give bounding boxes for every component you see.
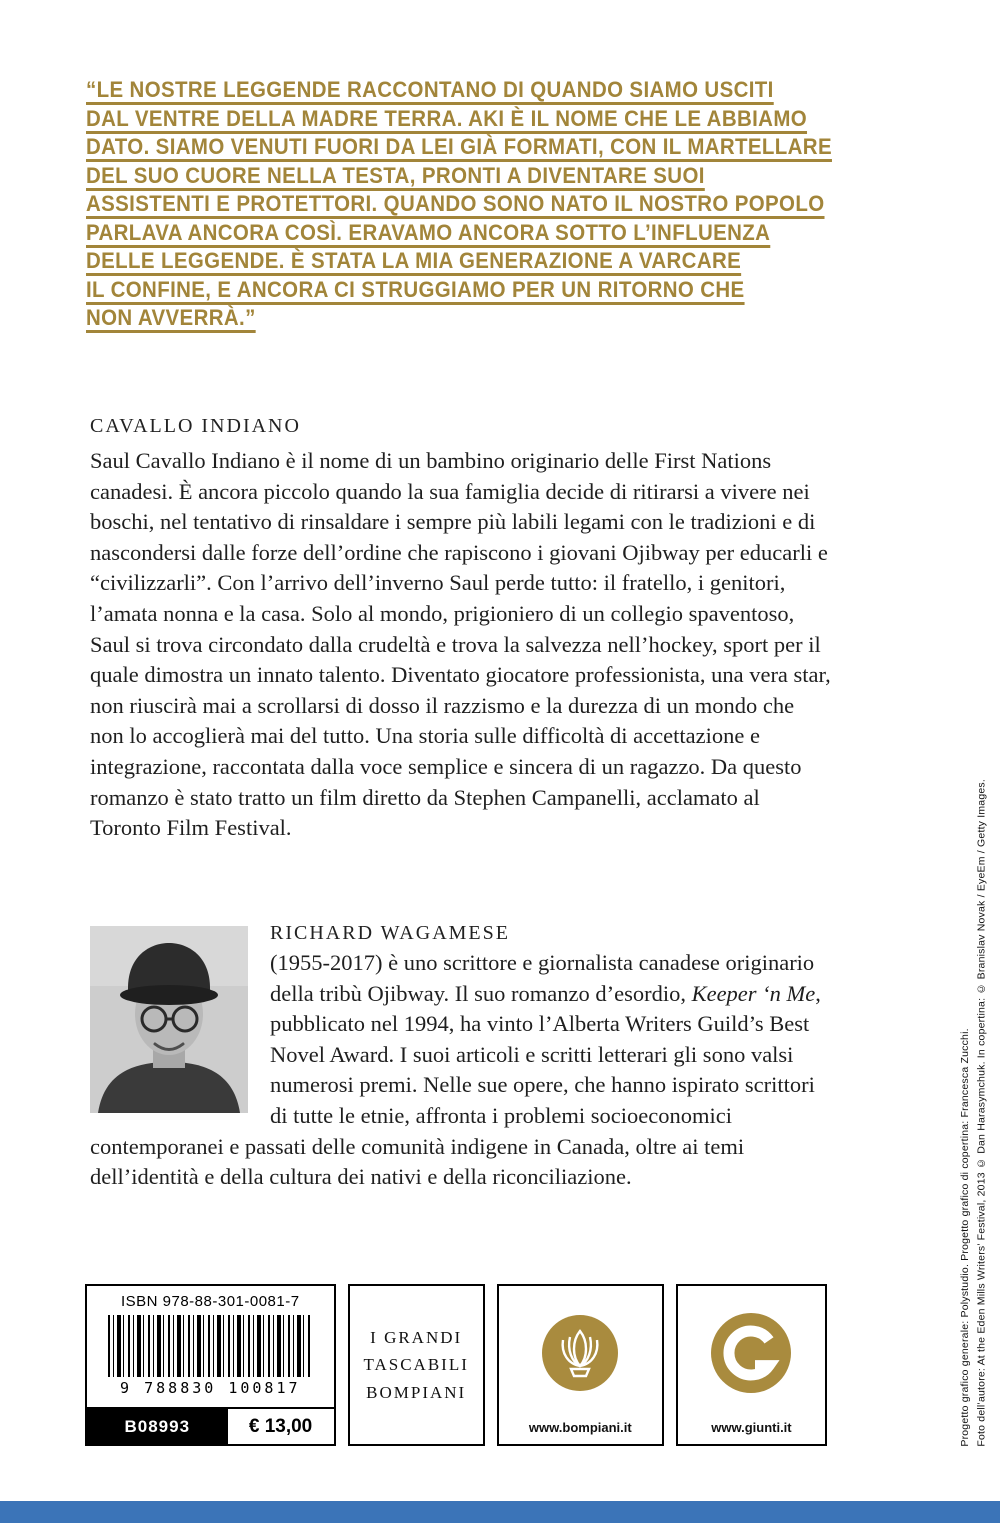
giunti-url: www.giunti.it bbox=[711, 1420, 792, 1435]
imprint-line: BOMPIANI bbox=[366, 1382, 467, 1402]
author-section bbox=[90, 922, 832, 1193]
author-bio-text: , pubblicato nel 1994, ha vinto l’Alberta Writers Guild’s Best Novel Award. I suoi articoli e scritti letterari gli sono valsi numerosi premi. Nelle sue opere, che hanno ispirato scrittori di tutte le etnie, affronta i problemi socioeconomici contemporanei e passati delle comunità indigene in Canada, oltre ai temi dell’identità e della cultura dei nativi e della riconciliazione. bbox=[90, 980, 821, 1190]
quote-line: NON AVVERRÀ.” bbox=[86, 305, 256, 330]
price: € 13,00 bbox=[228, 1409, 334, 1444]
book-title: CAVALLO INDIANO bbox=[90, 415, 301, 437]
photo-credit: Foto dell’autore: At the Eden Mills Writers’ Festival, 2013 © Dan Harasymchuk. In copertina: © Branislav Novak / EyeEm / Getty Images. bbox=[975, 779, 988, 1447]
design-credit: Progetto grafico generale: Polystudio. Progetto grafico di copertina: Francesca Zucchi. bbox=[959, 1028, 972, 1447]
giunti-g-icon bbox=[711, 1313, 791, 1393]
quote-line: IL CONFINE, E ANCORA CI STRUGGIAMO PER UN RITORNO CHE bbox=[86, 276, 745, 302]
cited-book-title: Keeper ‘n Me bbox=[691, 980, 816, 1006]
quote-line: PARLAVA ANCORA COSÌ. ERAVAMO ANCORA SOTTO L’INFLUENZA bbox=[86, 219, 771, 245]
bottom-edge-bar bbox=[0, 1501, 1000, 1523]
quote-line: DELLE LEGGENDE. È STATA LA MIA GENERAZIONE A VARCARE bbox=[86, 248, 742, 273]
quote-line: DAL VENTRE DELLA MADRE TERRA. AKI È IL NOME CHE LE ABBIAMO bbox=[86, 105, 808, 131]
isbn-box bbox=[85, 1284, 336, 1409]
giunti-logo-box bbox=[676, 1284, 827, 1446]
imprint-line: I GRANDI bbox=[370, 1328, 463, 1348]
author-bio-text: (1955-2017) è uno scrittore e giornalista canadese originario della tribù Ojibway. Il suo romanzo d’esordio, bbox=[270, 950, 815, 1006]
cover-quote bbox=[86, 76, 846, 333]
credits-vertical bbox=[957, 779, 990, 1447]
footer bbox=[85, 1284, 827, 1446]
quote-line: DEL SUO CUORE NELLA TESTA, PRONTI A DIVENTARE SUOI bbox=[86, 162, 705, 188]
barcode bbox=[108, 1315, 312, 1377]
author-photo bbox=[90, 926, 248, 1113]
synopsis-text: Saul Cavallo Indiano è il nome di un bambino originario delle First Nations canadesi. È ancora piccolo quando la sua famiglia decide di ritirarsi a vivere nei boschi, nel tentativo di rinsaldare i sempre più labili legami con le tradizioni e di nascondersi dalle forze dell’ordine che rapiscono i giovani Ojibway per educarli e “civilizzarli”. Con l’arrivo dell’inverno Saul perde tutto: il fratello, i genitori, l’amata nonna e la casa. Solo al mondo, prigioniero di un collegio spaventoso, Saul si trova circondato dalla crudeltà e trova la salvezza nell’hockey, sport per il quale dimostra un innato talento. Diventato giocatore professionista, una vera star, non riuscirà mai a scrollarsi di dosso il razzismo e la durezza di un mondo che non lo accoglierà mai del tutto. Una storia sulle difficoltà di accettazione e integrazione, raccontata dalla voce semplice e sincera di un ragazzo. Da questo romanzo è stato tratto un film diretto da Stephen Campanelli, acclamato al Toronto Film Festival. bbox=[90, 448, 831, 841]
quote-line: DATO. SIAMO VENUTI FUORI DA LEI GIÀ FORMATI, CON IL MARTELLARE bbox=[86, 134, 832, 159]
bompiani-logo-box bbox=[497, 1284, 664, 1446]
barcode-digits: 9 788830 100817 bbox=[120, 1379, 301, 1397]
price-bar bbox=[85, 1409, 336, 1446]
bompiani-flower-icon bbox=[542, 1315, 618, 1391]
bompiani-url: www.bompiani.it bbox=[528, 1420, 632, 1435]
quote-line: “LE NOSTRE LEGGENDE RACCONTANO DI QUANDO SIAMO USCITI bbox=[86, 77, 774, 102]
author-name: RICHARD WAGAMESE bbox=[270, 922, 510, 944]
imprint-line: TASCABILI bbox=[363, 1355, 469, 1375]
isbn-block bbox=[85, 1284, 336, 1446]
edition-code: B08993 bbox=[87, 1409, 228, 1444]
imprint-box bbox=[348, 1284, 485, 1446]
quote-line: ASSISTENTI E PROTETTORI. QUANDO SONO NATO IL NOSTRO POPOLO bbox=[86, 191, 825, 216]
isbn-label: ISBN 978-88-301-0081-7 bbox=[120, 1293, 300, 1310]
